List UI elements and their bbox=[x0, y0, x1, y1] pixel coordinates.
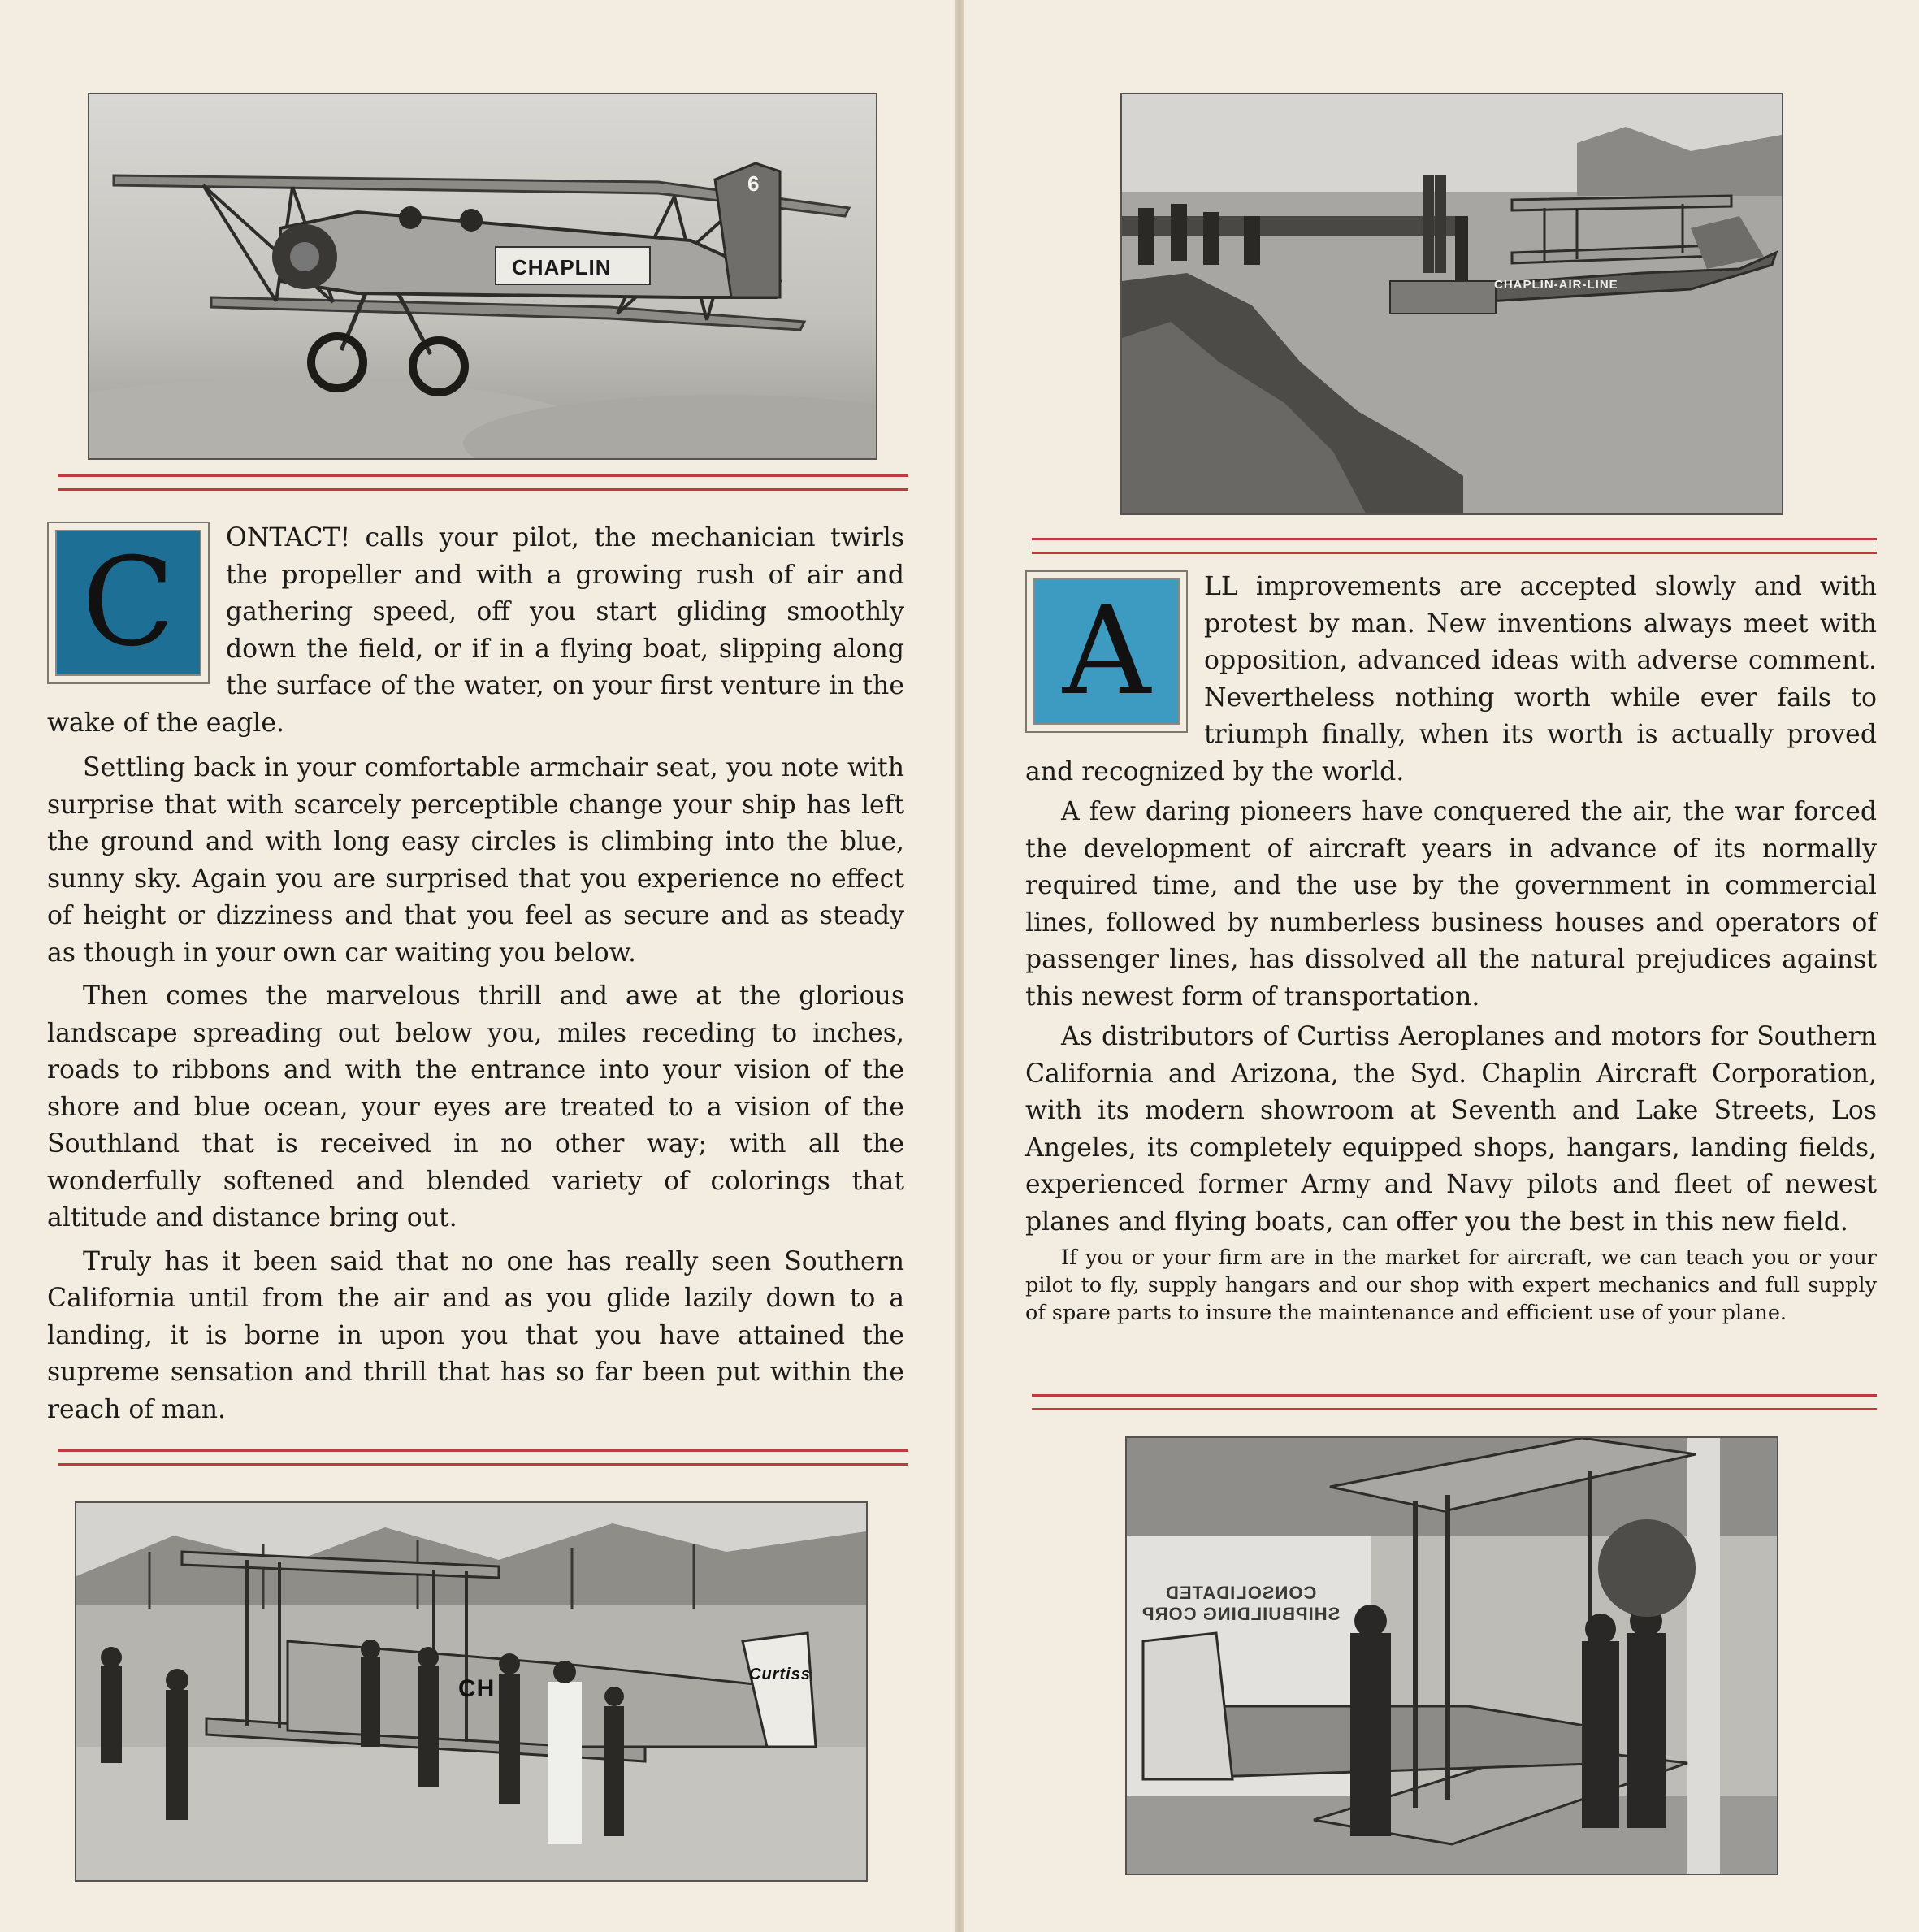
right-page bbox=[964, 0, 1919, 1932]
dropcap-a-letter: A bbox=[1062, 581, 1151, 722]
biplane-illustration bbox=[89, 94, 876, 458]
dropcap-c-box bbox=[55, 530, 201, 676]
left-paragraph-2: Settling back in your comfortable armchair seat, you note with surprise that with scarcely perceptible change your ship has left the ground and with long easy circles is climbing into the blue, sunny sky. Again you are surprised that you experience no effect of height or dizziness and that you feel as secure and as steady as though in your own car waiting you below. bbox=[47, 753, 904, 968]
dropcap-c-frame bbox=[47, 522, 210, 684]
red-double-rule bbox=[1032, 538, 1877, 554]
biplane-in-flight-photo bbox=[88, 93, 877, 460]
showroom-illustration bbox=[1127, 1438, 1777, 1874]
window-sign-line2: SHIPBUILDING CORP bbox=[1141, 1604, 1341, 1624]
right-paragraph-2: A few daring pioneers have conquered the air, the war forced the development of aircraft years in advance of its normally required time, and the use by the government in commercial lines, followed by numberless business houses and operators of passenger lines, has dissolved all the natural prejudices against this newest form of transportation. bbox=[1025, 797, 1877, 1011]
dropcap-a-box bbox=[1033, 578, 1180, 725]
left-paragraph-1: ONTACT! calls your pilot, the mechanician twirls the propeller and with a growing rush of air and gathering speed, off you start gliding smoothly down the field, or if in a flying boat, slipping along the surface of the water, on your first venture in the wake of the eagle. bbox=[47, 523, 904, 738]
plane-number: 6 bbox=[747, 171, 760, 196]
left-paragraph-4: Truly has it been said that no one has really seen Southern California until from the air and as you glide lazily down to a landing, it is borne in upon you that you have attained the supreme sensation and thrill that has so far been put within the reach of man. bbox=[47, 1246, 904, 1424]
plane-label: CHAPLIN bbox=[512, 255, 612, 279]
airfield-crowd-photo bbox=[75, 1501, 868, 1882]
window-sign-line1: CONSOLIDATED bbox=[1165, 1583, 1317, 1603]
dropcap-c-letter: C bbox=[81, 532, 175, 674]
left-paragraph-3: Then comes the marvelous thrill and awe at the glorious landscape spreading out below you, miles receding to inches, roads to ribbons and with the entrance into your vision of the shore and blue ocean, your eyes are treated to a vision of the Southland that is received in no other way; with all the wonderfully softened and blended variety of colorings that altitude and distance bring out. bbox=[47, 981, 904, 1232]
center-fold bbox=[955, 0, 964, 1932]
fuselage-label: CH bbox=[458, 1675, 496, 1702]
right-paragraph-1: LL improvements are accepted slowly and with protest by man. New inventions always meet with opposition, advanced ideas with adverse comment. Nevertheless nothing worth while ever fails to triumph finally, when its worth is actually proved and recognized by the world. bbox=[1025, 572, 1877, 786]
red-double-rule bbox=[58, 474, 908, 491]
flying-boat-dock-photo bbox=[1120, 93, 1783, 515]
right-paragraph-3: As distributors of Curtiss Aeroplanes and motors for Southern California and Arizona, the Syd. Chaplin Aircraft Corporation, with its modern showroom at Seventh and Lake Streets, Los Angeles, its completely equipped shops, hangars, landing fields, experienced former Army and Navy pilots and fleet of newest planes and flying boats, can offer you the best in this new field. bbox=[1025, 1022, 1877, 1237]
window-sign bbox=[1141, 1583, 1340, 1625]
right-text-column bbox=[1025, 569, 1877, 1327]
flying-boat-illustration bbox=[1122, 94, 1782, 513]
tail-label: Curtiss bbox=[749, 1666, 811, 1683]
showroom-photo bbox=[1125, 1436, 1778, 1875]
left-page bbox=[0, 0, 955, 1932]
red-double-rule bbox=[1032, 1394, 1877, 1410]
hull-label: CHAPLIN-AIR-LINE bbox=[1494, 278, 1618, 292]
red-double-rule bbox=[58, 1449, 908, 1466]
left-text-column bbox=[47, 520, 904, 1428]
right-small-paragraph: If you or your firm are in the market for aircraft, we can teach you or your pilot to fly, supply hangars and our shop with expert mechanics and full supply of spare parts to insure the maintenance and efficient use of your plane. bbox=[1025, 1245, 1877, 1325]
dropcap-a-frame bbox=[1025, 570, 1188, 733]
